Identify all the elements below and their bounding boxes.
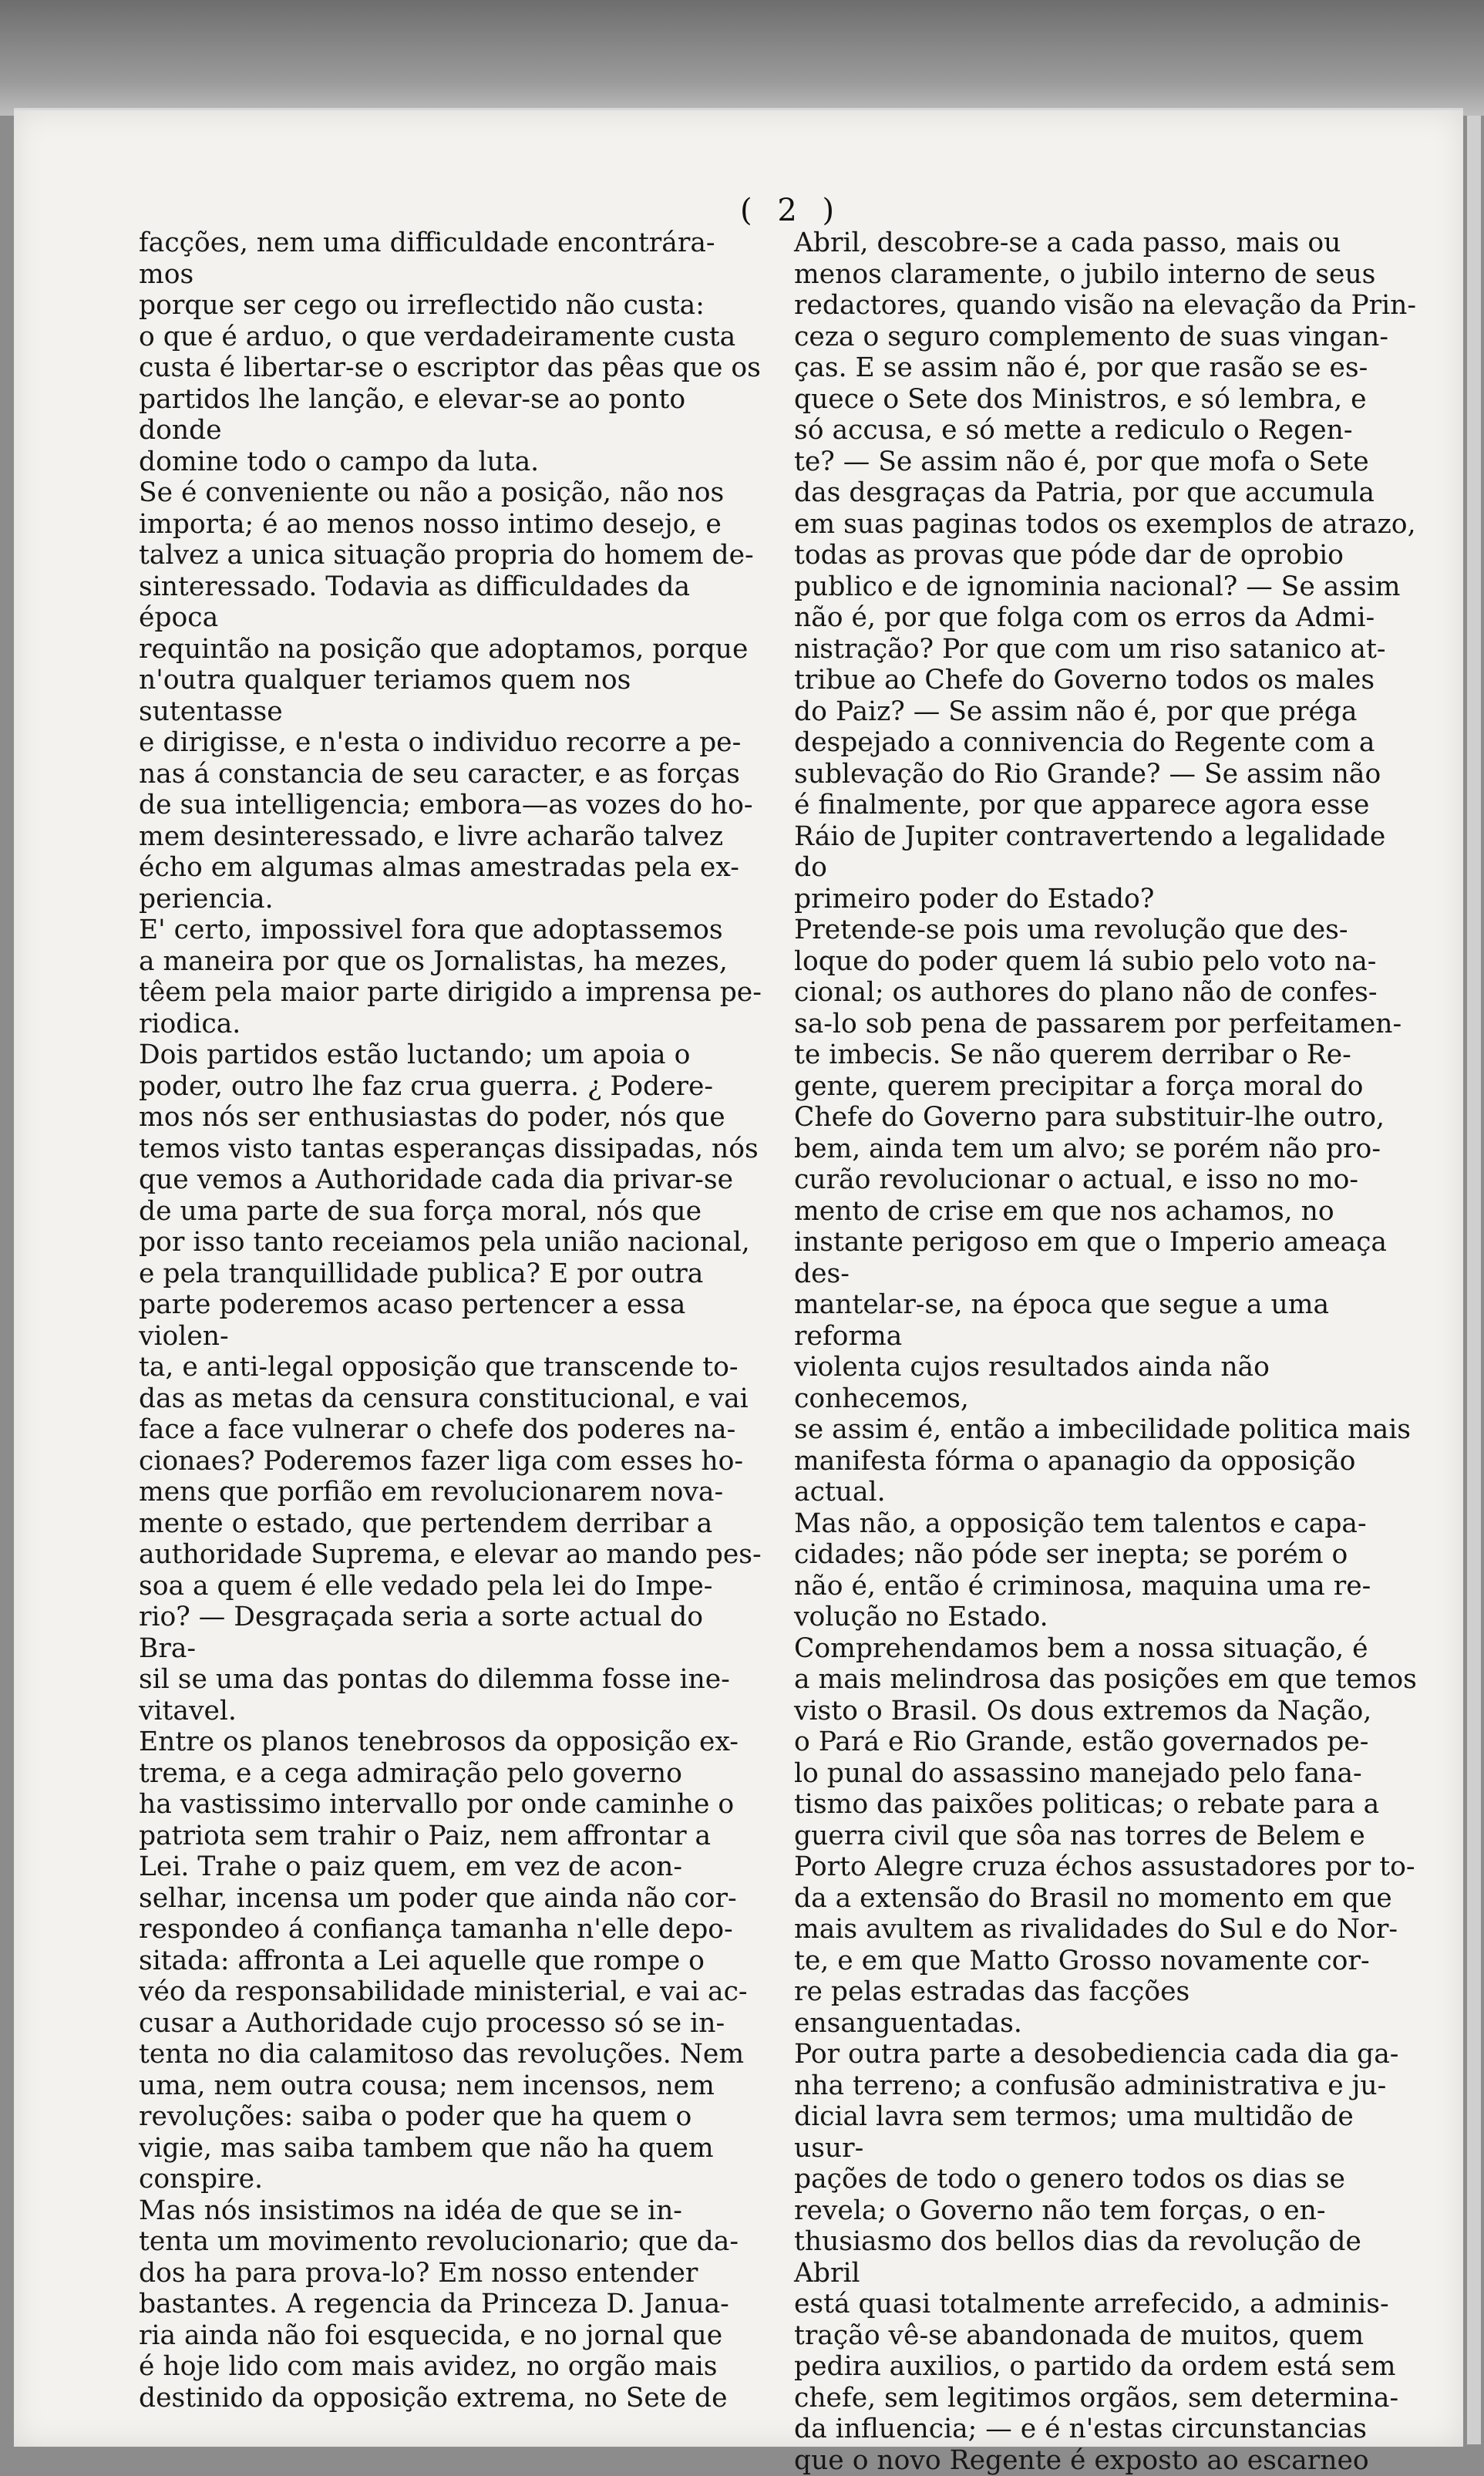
paragraph: Se é conveniente ou não a posição, não nos importa; é ao menos nosso intimo desejo, e talvez a unica situação propria do homem de- sinteressado. Todavia as difficuldades da época requintão na posição que adoptamos, porque n'outra qualquer teriamos quem nos sutentasse e dirigisse, e n'esta o individuo recorre a pe- nas á constancia de seu caracter, e as forças de sua intelligencia; embora—as vozes do ho- mem desinteressado, e livre acharão talvez écho em algumas almas amestradas pela ex- periencia. xyxy=(139,477,767,915)
paragraph: Mas nós insistimos na idéa de que se in- tenta um movimento revolucionario; que da- dos ha para prova-lo? Em nosso entender bastantes. A regencia da Princeza D. Janua- ria ainda não foi esquecida, e no jornal que é hoje lido com mais avidez, no orgão mais destinido da opposição extrema, no Sete de xyxy=(139,2195,767,2414)
paragraph: Entre os planos tenebrosos da opposição ex- trema, e a cega admiração pelo governo ha vastissimo intervallo por onde caminhe o patriota sem trahir o Paiz, nem affrontar a Lei. Trahe o paiz quem, em vez de acon- selhar, incensa um poder que ainda não cor- respondeo á confiança tamanha n'elle depo- sitada: affronta a Lei aquelle que rompe o véo da responsabilidade ministerial, e vai ac- cusar a Authoridade cujo processo só se in- tenta no dia calamitoso das revoluções. Nem uma, nem outra cousa; nem incensos, nem revoluções: saiba o poder que ha quem o vigie, mas saiba tambem que não ha quem conspire. xyxy=(139,1726,767,2195)
paragraph: Pretende-se pois uma revolução que des- loque do poder quem lá subio pelo voto na- cional; os authores do plano não de confes- sa-lo sob pena de passarem por perfeitamen- te imbecis. Se não querem derribar o Re- gente, querem precipitar a força moral do Chefe do Governo para substituir-lhe outro, bem, ainda tem um alvo; se porém não pro- curão revolucionar o actual, e isso no mo- mento de crise em que nos achamos, no instante perigoso em que o Imperio ameaça des- mantelar-se, na época que segue a uma reforma violenta cujos resultados ainda não conhecemos, se assim é, então a imbecilidade politica mais manifesta fórma o apanagio da opposição actual. Mas não, a opposição tem talentos e capa- cidades; não póde ser inepta; se porém o não é, então é criminosa, maquina uma re- volução no Estado. xyxy=(794,915,1422,1633)
paragraph: Abril, descobre-se a cada passo, mais ou menos claramente, o jubilo interno de seus redactores, quando visão na elevação da Prin- ceza o seguro complemento de suas vingan- ças. E se assim não é, por que rasão se es- quece o Sete dos Ministros, e só lembra, e só accusa, e só mette a rediculo o Regen- te? — Se assim não é, por que mofa o Sete das desgraças da Patria, por que accumula em suas paginas todos os exemplos de atrazo, todas as provas que póde dar de oprobio publico e de ignominia nacional? — Se assim não é, por que folga com os erros da Admi- nistração? Por que com um riso satanico at- tribue ao Chefe do Governo todos os males do Paiz? — Se assim não é, por que préga despejado a connivencia do Regente com a sublevação do Rio Grande? — Se assim não é finalmente, por que apparece agora esse Ráio de Jupiter contravertendo a legalidade do primeiro poder do Estado? xyxy=(794,227,1422,915)
right-column xyxy=(794,227,1422,2356)
paragraph: facções, nem uma difficuldade encontrára-mos porque ser cego ou irreflectido não custa: o que é arduo, o que verdadeiramente custa custa é libertar-se o escriptor das pêas que os partidos lhe lanção, e elevar-se ao ponto donde domine todo o campo da luta. xyxy=(139,227,767,477)
paragraph: Comprehendamos bem a nossa situação, é a mais melindrosa das posições em que temos visto o Brasil. Os dous extremos da Nação, o Pará e Rio Grande, estão governados pe- lo punal do assassino manejado pelo fana- tismo das paixões politicas; o rebate para a guerra civil que sôa nas torres de Belem e Porto Alegre cruza échos assustadores por to- da a extensão do Brasil no momento em que mais avultem as rivalidades do Sul e do Nor- te, e em que Matto Grosso novamente cor- re pelas estradas das facções ensanguentadas. Por outra parte a desobediencia cada dia ga- nha terreno; a confusão administrativa e ju- dicial lavra sem termos; uma multidão de usur- pações de todo o genero todos os dias se revela; o Governo não tem forças, o en- thusiasmo dos bellos dias da revolução de Abril está quasi totalmente arrefecido, a adminis- tração vê-se abandonada de muitos, quem pedira auxilios, o partido da ordem está sem chefe, sem legitimos orgãos, sem determina- da influencia; — e é n'estas circunstancias que o novo Regente é exposto ao escarneo xyxy=(794,1633,1422,2476)
paragraph: E' certo, impossivel fora que adoptassemos a maneira por que os Jornalistas, ha mezes, têem pela maior parte dirigido a imprensa pe- riodica. xyxy=(139,915,767,1039)
paragraph: Dois partidos estão luctando; um apoia o poder, outro lhe faz crua guerra. ¿ Podere- mos nós ser enthusiastas do poder, nós que temos visto tantas esperanças dissipadas, nós que vemos a Authoridade cada dia privar-se de uma parte de sua força moral, nós que por isso tanto receiamos pela união nacional, e pela tranquillidade publica? E por outra parte poderemos acaso pertencer a essa violen- ta, e anti-legal opposição que transcende to- das as metas da censura constitucional, e vai face a face vulnerar o chefe dos poderes na- cionaes? Poderemos fazer liga com esses ho- mens que porfião em revolucionarem nova- mente o estado, que pertendem derribar a authoridade Suprema, e elevar ao mando pes- soa a quem é elle vedado pela lei do Impe- rio? — Desgraçada seria a sorte actual do Bra- sil se uma das pontas do dilemma fosse ine- vitavel. xyxy=(139,1039,767,1726)
page-number: ( 2 ) xyxy=(740,193,842,228)
page-edge xyxy=(1467,116,1481,2444)
scan-top-shadow xyxy=(0,0,1484,116)
left-column xyxy=(139,227,767,2356)
